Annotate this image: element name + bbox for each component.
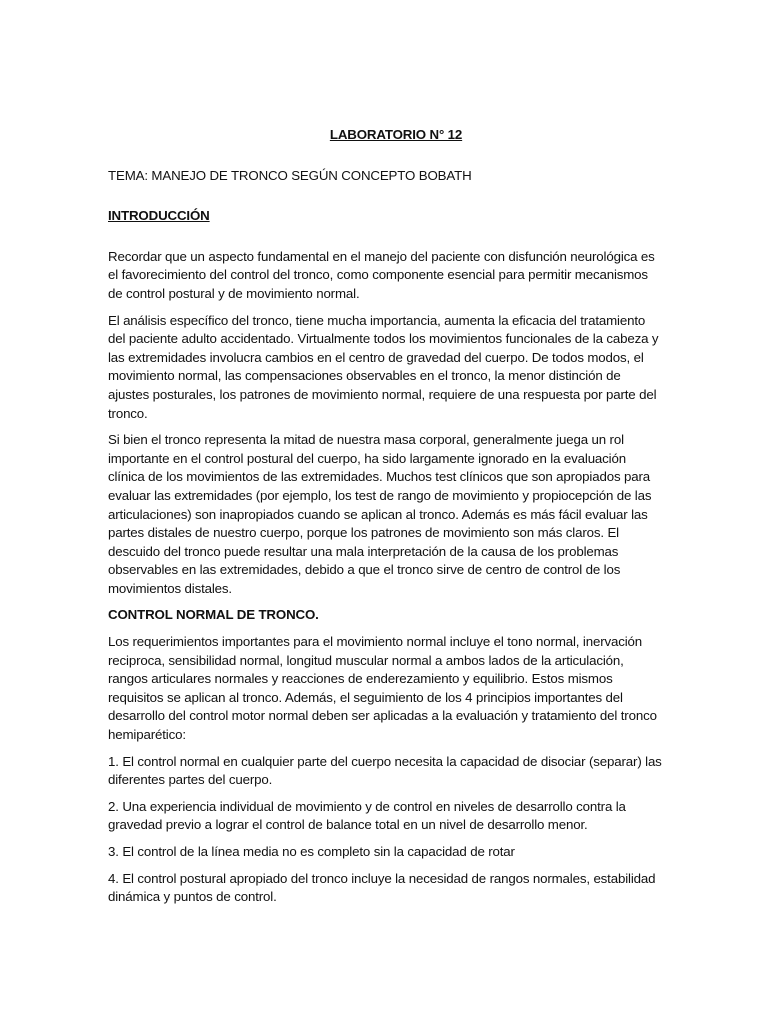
principle-item-2: 2. Una experiencia individual de movimiento y de control en niveles de desarrollo contra la gravedad previo a lograr el control de balance total en un nivel de desarrollo menor. [108,798,626,833]
document-topic: TEMA: MANEJO DE TRONCO SEGÚN CONCEPTO BOBATH [108,167,472,183]
section-heading-control-normal: CONTROL NORMAL DE TRONCO. [108,607,319,623]
section-heading-introduccion: INTRODUCCIÓN [108,208,210,224]
control-paragraph-1: Los requerimientos importantes para el movimiento normal incluye el tono normal, inervación reciproca, sensibilidad normal, longitud muscular normal a ambos lados de la articulación, rangos articulares normales y reacciones de enderezamiento y equilibrio. Estos mismos requisitos se aplican al tronco. Además, el seguimiento de los 4 principios importantes del desarrollo del control motor normal deben ser aplicadas a la evaluación y tratamiento del tronco hemiparético: [108,634,657,743]
principle-item-1: 1. El control normal en cualquier parte del cuerpo necesita la capacidad de disociar (separar) las diferentes partes del cuerpo. [108,753,662,788]
document-body [108,126,664,915]
intro-paragraph-3: Si bien el tronco representa la mitad de nuestra masa corporal, generalmente juega un rol importante en el control postural del cuerpo, ha sido largamente ignorado en la evaluación clínica de los movimientos de las extremidades. Muchos test clínicos que son apropiados para evaluar las extremidades (por ejemplo, los test de rango de movimiento y propiocepción de las articulaciones) son inapropiados cuando se aplican al tronco. Además es más fácil evaluar las partes distales de nuestro cuerpo, porque los patrones de movimiento son más claros. El descuido del tronco puede resultar una mala interpretación de la causa de los problemas observables en las extremidades, debido a que el tronco sirve de centro de control de los movimientos distales. [108,432,652,596]
document-title: LABORATORIO N° 12 [329,127,463,142]
principle-item-3: 3. El control de la línea media no es completo sin la capacidad de rotar [108,844,515,859]
intro-paragraph-2: El análisis específico del tronco, tiene mucha importancia, aumenta la eficacia del tratamiento del paciente adulto accidentado. Virtualmente todos los movimientos funcionales de la cabeza y las extremidades involucra cambios en el centro de gravedad del cuerpo. De todos modos, el movimiento normal, las compensaciones observables en el tronco, la menor distinción de ajustes posturales, los patrones de movimiento normal, requiere de una respuesta por parte del tronco. [108,312,659,421]
principle-item-4: 4. El control postural apropiado del tronco incluye la necesidad de rangos normales, estabilidad dinámica y puntos de control. [108,870,656,905]
intro-paragraph-1: Recordar que un aspecto fundamental en el manejo del paciente con disfunción neurológica es el favorecimiento del control del tronco, como componente esencial para permitir mecanismos de control postural y de movimiento normal. [108,248,655,301]
